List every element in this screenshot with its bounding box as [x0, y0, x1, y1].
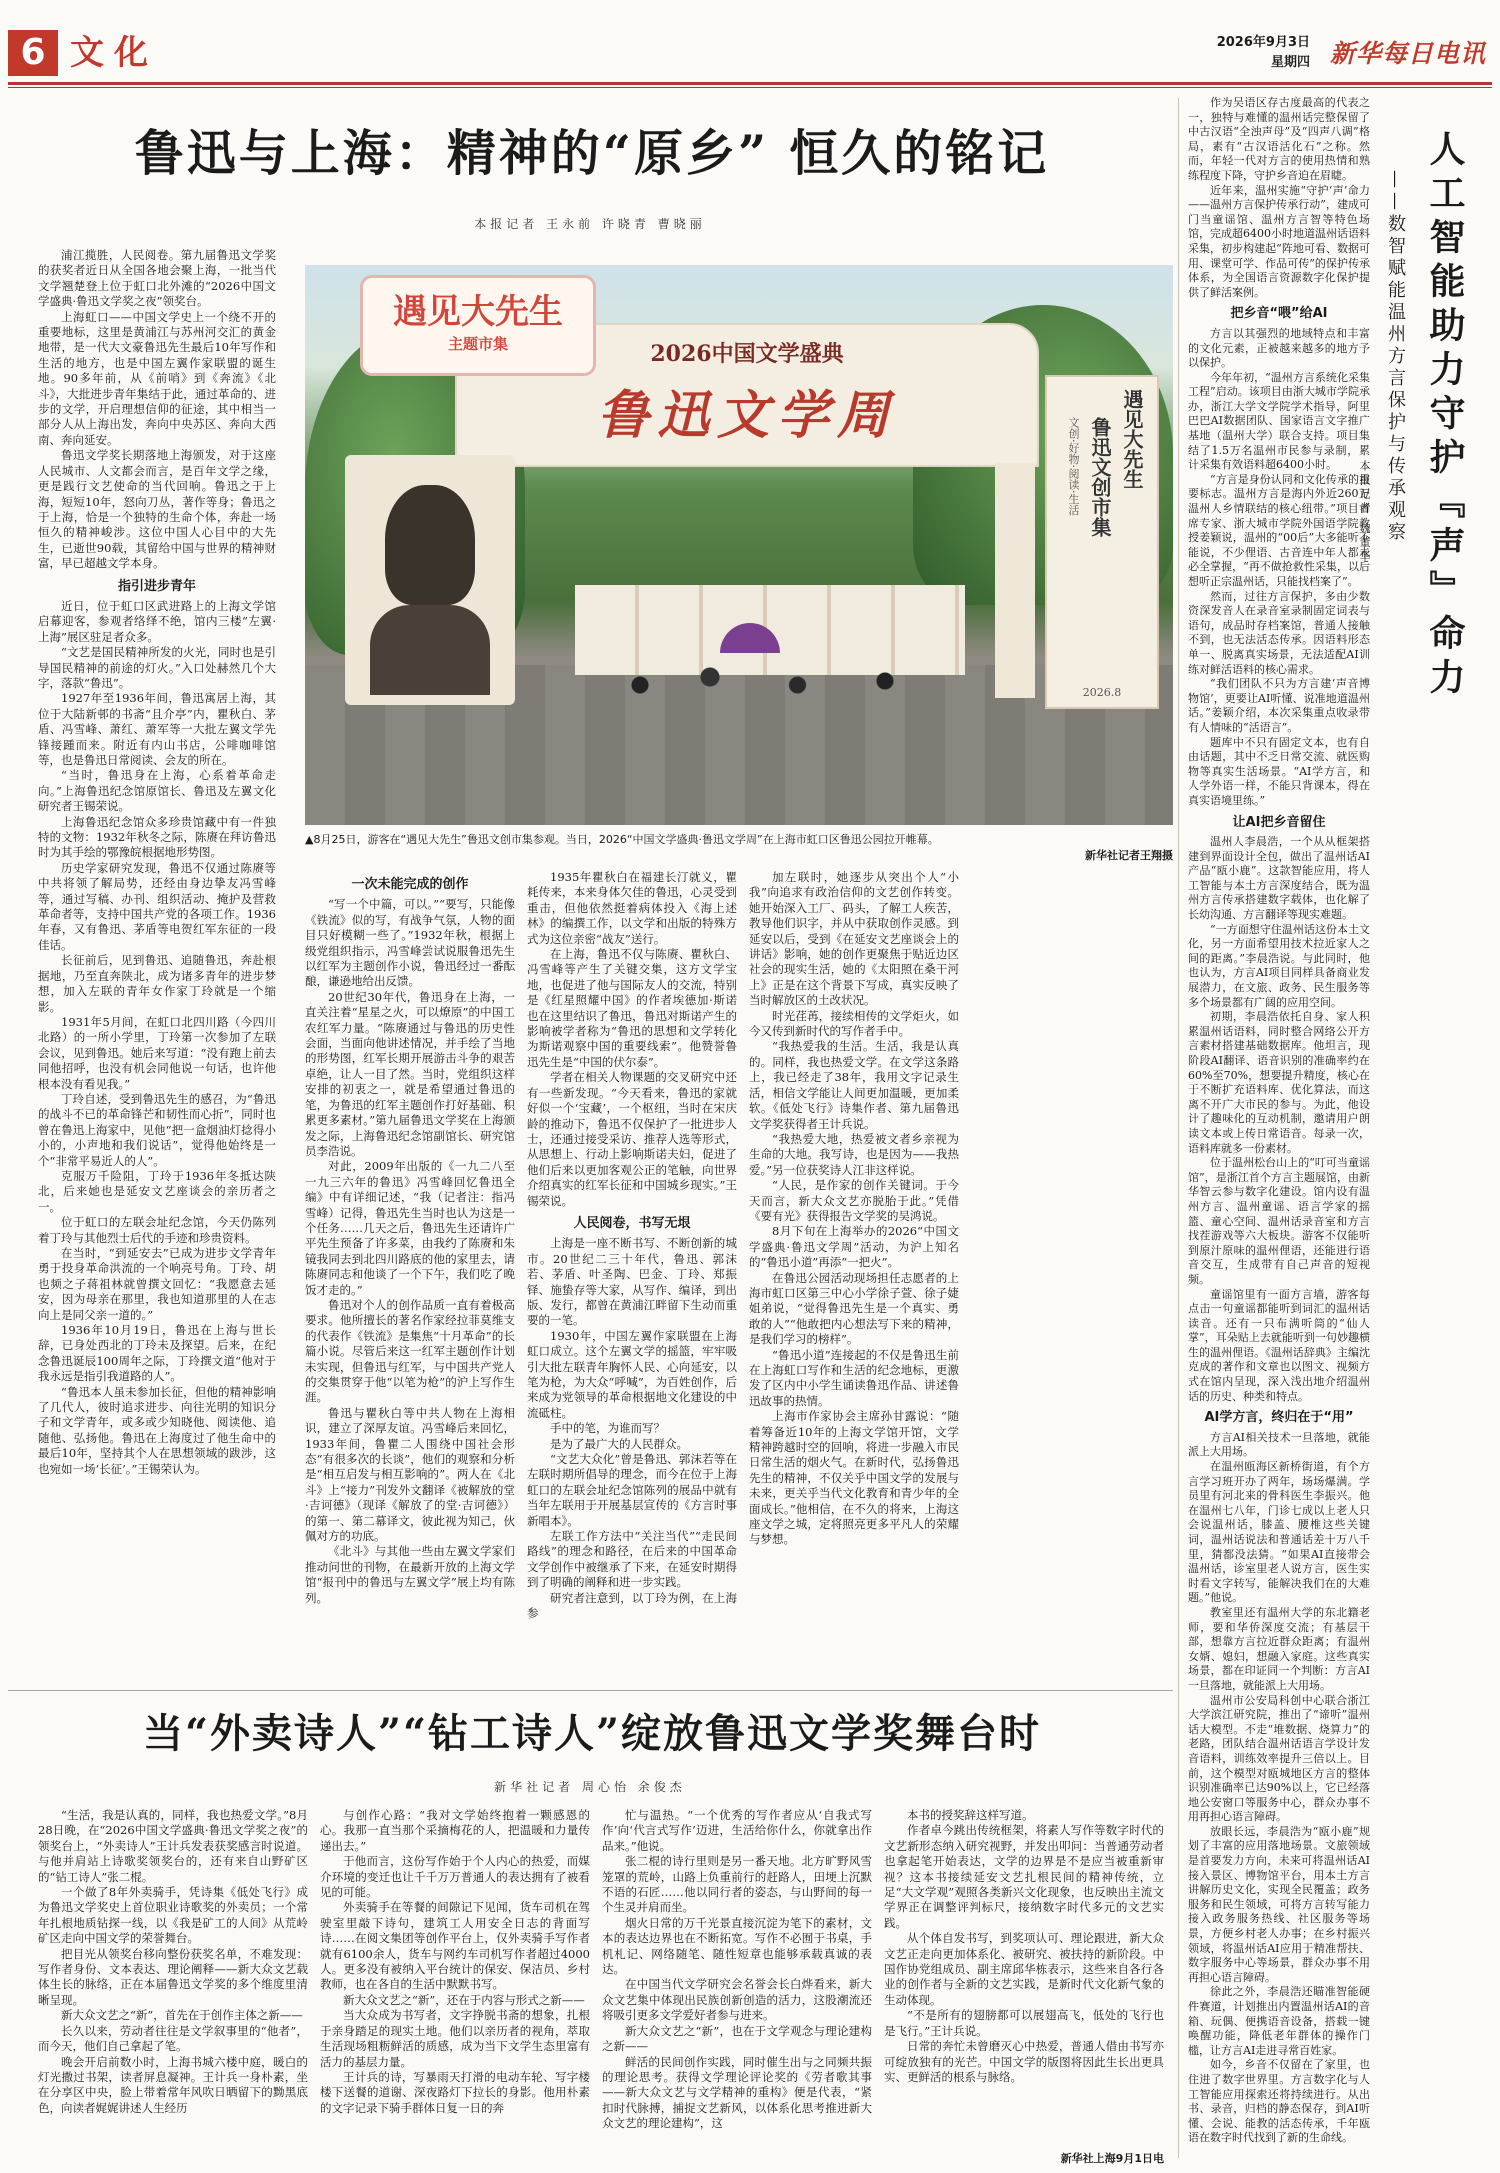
paragraph: 作者卓今跳出传统框架，将素人写作等数字时代的文艺新形态纳入研究视野，并发出叩问：当普通劳动者也拿起笔开始表达，文学的边界是不是应当被重新审视？这本书接续延安文艺扎根民间的精神传统，立足“大文学观”观照各类新兴文化现象，也反映出主流文学界正在调整评判标尺，接纳数字时代多元的文艺实践。 [884, 1823, 1164, 1930]
arch-title-small: 2026中国文学盛典 [650, 341, 844, 367]
paragraph: 于他而言，这份写作始于个人内心的热爱，而媒介环境的变迁也让千千万万普通人的表达拥有了被看见的可能。 [320, 1854, 590, 1900]
paragraph: “鲁迅本人虽未参加长征，但他的精神影响了几代人，彼时追求进步、向往光明的知识分子和文学青年，或多或少知晓他、阅读他、追随他、弘扬他。鲁迅在上海度过了他生命中的最后10年，坚持其个人在思想领域的跋涉，这也宛如一场‘长征’。”王锡荣认为。 [38, 1384, 276, 1476]
paragraph: 历史学家研究发现，鲁迅不仅通过陈赓等中共将领了解局势，还经由身边挚友冯雪峰等，通过写稿、办刊、组织活动、掩护及营救革命者等，支持中国共产党的各项工作。1936年春，又有鲁迅、茅盾等电贺红军东征的一段佳话。 [38, 860, 276, 952]
paragraph: 克服万千险阻，丁玲于1936年冬抵达陕北，后来她也是延安文艺座谈会的亲历者之一。 [38, 1168, 276, 1214]
paragraph: 手中的笔，为谁而写？ [550, 1421, 665, 1436]
paragraph: 温州市公安局科创中心联合浙江大学滨江研究院，推出了“谛听”温州话大模型。不走“堆数据、烧算力”的老路，团队结合温州话语言学设计发音语料，训练效率提升三倍以上。目前，这个模型对瓯城地区方言的整体识别准确率已达90%以上，它已经落地公安窗口等服务中心，群众办事不用再担心语言障碍。 [1188, 1693, 1370, 1824]
market-banner-sub: 主题市集 [447, 335, 508, 353]
paragraph: 在温州瓯海区新桥街道，有个方言学习班开办了两年，场场爆满。学员里有河北来的骨科医生李振兴。他在温州七八年，门诊七成以上老人只会说温州话，膝盖、腰椎这些关键词，温州话说法和普通话差十万八千里，猜都没法猜。“如果AI直接带会温州话，诊室里老人说方言，医生实时看文字转写，能解决我们在的大难题。”他说。 [1188, 1460, 1370, 1605]
side-panel-title-2: 鲁迅文创市集 [1088, 417, 1112, 537]
paragraph: 1935年瞿秋白在福建长汀就义，瞿耗传来，本来身体欠佳的鲁迅，心灵受到重击，但他依然挺着病体投入《海上述林》的编撰工作，以文学和出版的特殊方式为这位亲密“战友”送行。 [527, 870, 737, 946]
paragraph: 近年来，温州实施“守护‘声’命力——温州方言保护传承行动”，建成可门当童谣馆、温州方言智等特色场馆，完成超6400小时地道温州话语料采集，初步构建起“阵地可看、数据可用、课堂可学、作品可传”的保护传承体系，为全国语言资源数字化保护提供了鲜活案例。 [1188, 183, 1370, 299]
photo-caption: ▲8月25日，游客在“遇见大先生”鲁迅文创市集参观。当日，2026“中国文学盛典·鲁迅文学周”在上海市虹口区鲁迅公园拉开帷幕。 [305, 833, 939, 846]
paragraph: 是为了最广大的人民群众。 [550, 1436, 688, 1451]
bottom-col-1 [38, 1808, 308, 2168]
main-col-2 [305, 870, 515, 1675]
paragraph: 放眼长远，李晨浩为“瓯小鹿”规划了丰富的应用落地场景。文旅领域是首要发力方向，未来可将温州话AI接入景区、博物馆平台，用本土方言讲解历史文化，实现全民覆盖；政务服务和民生领域，可将方言转写能力接入政务服务热线、社区服务等场景，方便乡村老人办事；在乡村振兴领域，将温州话AI应用于精准帮扶、数字服务中心等场景，群众办事不用再担心语言障碍。 [1188, 1824, 1370, 1984]
paragraph: 如今，乡音不仅留在了家里，也住进了数字世界里。方言数字化与人工智能应用探索还将持续进行。从出书、录音，归档的静态保存，到AI听懂、会说、能教的活态传承，千年瓯语在数字时代找到了新的生命线。 [1188, 2058, 1370, 2145]
side-panel-title: 遇见大先生 [1120, 389, 1144, 489]
paragraph: 外卖骑手在等餐的间隙记下见闻，货车司机在驾驶室里敲下诗句，建筑工人用安全日志的背面写诗……在阅文集团等创作平台上，仅外卖骑手写作者就有6100余人，货车与网约车司机写作者超过4000人。更多没有被纳入平台统计的保安、保洁员、乡村教师，也在各自的生活中默默书写。 [320, 1900, 590, 1992]
luxun-portrait-board [345, 455, 515, 705]
arch-pillar-right [995, 463, 1035, 698]
paragraph: 温州人李晨浩，一个从从框架搭建到界面设计全包，做出了温州话AI产品“瓯小鹿”。这款智能应用，将人工智能与本土方言深度结合，既为温州方言传承搭建数字载体，也化解了长幼沟通、方言翻译等现实难题。 [1188, 835, 1370, 922]
paragraph: 然而，过往方言保护，多由少数资深发音人在录音室录制固定词表与语句，成品时存档案馆，普通人接触不到，也无法活态传承。因语料形态单一、脱离真实场景，无法适配AI训练对鲜活语料的核心需求。 [1188, 589, 1370, 676]
paragraph: 上海市作家协会主席孙甘露说：“随着筹备近10年的上海文学馆开馆，文学精神跨越时空的回响，将进一步融入市民日常生活的烟火气。在新时代，弘扬鲁迅先生的精神，不仅关乎中国文学的发展与未来，更关乎当代文化教育和青少年的全面成长。”他相信，在不久的将来，上海这座文学之城，定将照亮更多平凡人的荣耀与梦想。 [749, 1409, 959, 1547]
paragraph: 在中国当代文学研究会名誉会长白烨看来，新大众文艺集中体现出民族创新创造的活力，这股潮流还将吸引更多文学爱好者参与进来。 [602, 1977, 872, 2023]
paragraph: 从个体自发书写，到奖项认可、理论跟进，新大众文艺正走向更加体系化、被研究、被扶持的新阶段。中国作协党组成员、副主席邱华栋表示，这些来自各行各业的创作者与全新的文艺实践，是新时代文化新气象的生动体现。 [884, 1931, 1164, 2007]
paragraph: 加左联时，她逐步从突出个人“小我”向追求有政治信仰的文艺创作转变。她开始深入工厂、码头，了解工人疾苦，教导他们识字，并从中获取创作灵感。到延安以后，受到《在延安文艺座谈会上的讲话》影响，她的创作更聚焦于贴近边区社会的现实生活，她的《太阳照在桑干河上》正是在这个背景下写成，真实反映了当时解放区的土改状况。 [749, 870, 959, 1008]
paragraph: “我热爱我的生活。生活，我是认真的。同样，我也热爱文学。在文学这条路上，我已经走了38年，我用文字记录生活，相信文学能让人间更加温暖，更加柔软。《低处飞行》诗集作者、第九届鲁迅文学奖获得者王计兵说。 [749, 1039, 959, 1131]
subhead: 指引进步青年 [117, 578, 196, 594]
main-col-1 [38, 248, 276, 1678]
paragraph: 时光荏苒，接续相传的文学炬火，如今又传到新时代的写作者手中。 [749, 1008, 959, 1039]
paragraph: 当大众成为书写者，文字挣脱书斋的想象，扎根于亲身踏足的现实土地。他们以亲历者的视角，萃取生活现场粗粝鲜活的质感，成为当下文学生态里富有活力的基层力量。 [320, 2008, 590, 2069]
paragraph: 学者在相关人物课题的交叉研究中还有一些新发现。“今天看来，鲁迅的家就好似一个‘宝藏’，一个枢纽，当时在宋庆龄的推动下，鲁迅不仅保护了一批进步人士，还通过接受采访、推荐人选等形式，从思想上、行动上影响斯诺夫妇，促进了他们后来以更加客观公正的笔触，向世界介绍真实的红军长征和中国城乡现实。”王锡荣说。 [527, 1070, 737, 1208]
market-banner [360, 275, 596, 376]
header-rule-thin [8, 87, 1492, 88]
masthead-logo: 新华每日电讯 [1330, 39, 1487, 68]
paragraph: 鲁迅与瞿秋白等中共人物在上海相识，建立了深厚友谊。冯雪峰后来回忆，1933年间，鲁瞿二人围绕中国社会形态“有很多次的长谈”，他们的观察和分析是“相互启发与相互影响的”。两人在《北斗》上“接力”刊发外文翻译《被解放的堂·吉诃德》（现译《解放了的堂·吉诃德》）的第一、第二幕译文，彼此视为知己，伙佩对方的功底。 [305, 1405, 515, 1544]
paragraph: 晚会开启前数小时，上海书城六楼中庭，暖白的灯光撒过书架，读者屏息凝神。王计兵一身朴素，坐在分享区中央，脸上带着常年风吹日晒留下的黝黑底色，向读者娓娓讲述人生经历 [38, 2054, 308, 2115]
paragraph: 在鲁迅公园活动现场担任志愿者的上海市虹口区第三中心小学徐子萱、徐子婕姐弟说，“觉得鲁迅先生是一个真实、勇敢的人”“他敢把内心想法写下来的精神，是我们学习的榜样”。 [749, 1270, 959, 1347]
column-divider [1178, 98, 1179, 2158]
paragraph: 上海鲁迅纪念馆众多珍贵馆藏中有一件独特的文物：1932年秋冬之际，陈赓在拜访鲁迅时为其手绘的鄂豫皖根据地形势图。 [38, 814, 276, 860]
luxun-portrait-icon [385, 485, 475, 605]
paragraph: “人民，是作家的创作关键词。于今天而言，新大众文艺亦脱胎于此。”凭借《要有光》获得报告文学奖的吴鸿说。 [749, 1178, 959, 1223]
paragraph: 近日，位于虹口区武进路上的上海文学馆启幕迎客，参观者络绎不绝，馆内三楼“左翼·上海”展区驻足者众多。 [38, 598, 276, 644]
paragraph: “生活，我是认真的，同样，我也热爱文学。”8月28日晚，在“2026中国文学盛典·鲁迅文学奖之夜”的领奖台上，“外卖诗人”王计兵发表获奖感言时说道。与他并肩站上诗歌奖领奖台的，还有来自山野矿区的“钻工诗人”张二棍。 [38, 1808, 308, 1884]
paragraph: 鲜活的民间创作实践，同时催生出与之同频共振的理论思考。获得文学理论评论奖的《劳者歌其事——新大众文艺与文学精神的重构》便是代表，“紧扣时代脉搏，捕捉文艺新风，以体系化思考推进新大众文艺的理论建构”，这 [602, 2054, 872, 2131]
paragraph: 把目光从领奖台移向整份获奖名单，不难发现：写作者身份、文本表达、理论阐释——新大众文艺载体生长的脉络，正在本届鲁迅文学奖的多个维度里清晰呈现。 [38, 1946, 308, 2007]
paragraph: 丁玲自述，受到鲁迅先生的感召，为“鲁迅的战斗不已的革命锋芒和韧性而心折”，同时也曾在鲁迅上海家中，见他“把一盒烟油灯捻得小小的，小声地和我们说话”，觉得他始终是一个“非常平易近人的人”。 [38, 1091, 276, 1168]
bottom-col-3 [602, 1808, 872, 2168]
paragraph: 张二棍的诗行里则是另一番天地。北方旷野风雪笼罩的荒岭，山路上负重前行的赶路人，田埂上沉默不语的石匠……他以同行者的姿态，与山野间的每一个生灵并肩而坐。 [602, 1854, 872, 1915]
paragraph: 在当时，“到延安去”已成为进步文学青年勇于投身革命洪流的一个响亮号角。丁玲、胡也频之子蒋祖林就曾撰文回忆：“我愿意去延安，因为母亲在那里，我也知道那里的人在志向上是同父亲一道的。” [38, 1246, 276, 1322]
paragraph: 教室里还有温州大学的东北籍老师，要和华侨深度交流；有基层干部，想靠方言拉近群众距离；有温州女婿、媳妇，想融入家庭。这些真实场景，都在印证同一个判断：方言AI一旦落地，就能派上大用场。 [1188, 1605, 1370, 1692]
issue-weekday: 星期四 [1270, 55, 1310, 70]
paragraph: 20世纪30年代，鲁迅身在上海，一直关注着“星星之火，可以燎原”的中国工农红军力量。“陈赓通过与鲁迅的历史性会面，当面向他讲述情况，并手绘了当地的形势图，红军长期开展游击斗争的艰苦卓绝，让人一目了然。当时，党组织这样安排的初衷之一，就是希望通过鲁迅的笔，为鲁迅的红军主题创作打好基础、积累更多素材。”第九届鲁迅文学奖在上海颁发之际，上海鲁迅纪念馆副馆长、研究馆员李浩说。 [305, 989, 515, 1158]
subhead: 一次未能完成的创作 [351, 877, 469, 892]
main-col-3 [527, 870, 737, 1675]
side-panel-footer: 2026.8 [1082, 686, 1122, 699]
paragraph: 新大众文艺之“新”，首先在于创作主体之新—— [61, 2008, 303, 2023]
side-subtitle: ——数智赋能温州方言保护与传承观察 [1385, 170, 1406, 544]
paragraph: 1927年至1936年间，鲁迅寓居上海，其位于大陆新邨的书斋“且介亭”内，瞿秋白、茅盾、冯雪峰、萧红、萧军等一大批左翼文学先锋接踵而来。附近有内山书店，公啡咖啡馆等，也是鲁迅日常阅读、会友的所在。 [38, 691, 276, 767]
paragraph: “我热爱大地，热爱被文者乡亲视为生命的大地。我写诗，也是因为——我热爱。”另一位获奖诗人江非这样说。 [749, 1131, 959, 1177]
market-banner-title: 遇见大先生 [393, 292, 563, 332]
photo-credit: 新华社记者王翔摄 [1085, 849, 1173, 862]
paragraph: 浦江揽胜，人民阅卷。第九届鲁迅文学奖的获奖者近日从全国各地会聚上海，一批当代文学翘楚登上位于虹口北外滩的“2026中国文学盛典·鲁迅文学奖之夜”领奖台。 [38, 248, 276, 309]
side-panel-tagline: 文创·好物·阅读·生活 [1067, 417, 1080, 516]
paragraph: 对此，2009年出版的《一九二八至一九三六年的鲁迅》冯雪峰回忆鲁迅全编》中有详细记述，“我（记者注：指冯雪峰）记得，鲁迅先生当时也认为这是一个任务……几天之后，鲁迅先生还请许广平先生预备了许多菜，由我约了陈赓和朱镜我同去到北四川路底的他的家里去，请陈赓同志和他谈了一个下午，我们吃了晚饭才走的。” [305, 1159, 515, 1297]
paragraph: 左联工作方法中“关注当代”“走民间路线”的理念和路径，在后来的中国革命文学创作中被继承了下来，在延安时期得到了明确的阐释和进一步实践。 [527, 1529, 737, 1590]
paragraph: 新大众文艺之“新”，还在于内容与形式之新—— [343, 1992, 585, 2007]
paragraph: 题库中不只有固定文本，也有自由话题，其中不乏日常交流、就医购物等真实生活场景。“AI学方言，和人学外语一样，不能只背课本，得在真实语境里练。” [1188, 735, 1370, 807]
paragraph: 1936年10月19日，鲁迅在上海与世长辞，已身处西北的丁玲未及探望。后来，在纪念鲁迅诞辰100周年之际，丁玲撰文道“他对于我永远是指引我道路的人”。 [38, 1323, 276, 1384]
paragraph: 王计兵的诗，写暴雨天打滑的电动车轮、写字楼楼下送餐的道谢、深夜路灯下拉长的身影。他用朴素的文字记录下骑手群体日复一日的奔 [320, 2069, 590, 2115]
paragraph: 《北斗》与其他一些由左翼文学家们推动问世的刊物，在最新开放的上海文学馆“报刊中的鲁迅与左翼文学”展上均有陈列。 [305, 1544, 515, 1605]
subhead: AI学方言，终归在于“用” [1204, 1410, 1354, 1426]
paragraph: “写一个中篇，可以。”“要写，只能像《铁流》似的写，有战争气氛，人物的面目只好模糊一些了。”1932年秋，根据上级党组织指示，冯雪峰尝试说服鲁迅先生以红军为主题创作小说，鲁迅经过一番酝酿，谦逊地给出反馈。 [305, 897, 515, 989]
paragraph: 新大众文艺之“新”，也在于文学观念与理论建构之新—— [602, 2023, 872, 2054]
subhead: 让AI把乡音留住 [1232, 814, 1326, 830]
bottom-col-4 [884, 1808, 1164, 2148]
paragraph: 上海虹口——中国文学史上一个绕不开的重要地标，这里是黄浦江与苏州河交汇的黄金地带，是一代大文豪鲁迅先生最后10年写作和生活的地方，也是中国左翼作家联盟的诞生地。90多年前，从《前哨》到《奔流》《北斗》，大批进步青年集结于此，通过革命的、进步的文学，开启理想信仰的征途，其中相当一部分人从上海出发，奔向中央苏区、奔向大西南、奔向延安。 [38, 309, 276, 447]
paragraph: “鲁迅小道”连接起的不仅是鲁迅生前在上海虹口写作和生活的纪念地标，更激发了区内中小学生诵读鲁迅作品、讲述鲁迅故事的热情。 [749, 1347, 959, 1408]
issue-date: 2026年9月3日 [1216, 35, 1310, 50]
visitors [605, 645, 955, 725]
arch-title-large: 鲁迅文学周 [596, 385, 897, 446]
bottom-dateline: 新华社上海9月1日电 [1060, 2152, 1164, 2165]
paragraph: 研究者注意到，以丁玲为例，在上海参 [527, 1590, 737, 1621]
paragraph: “我们团队不只为方言建‘声音博物馆’，更要让AI听懂、说准地道温州话。”姜颖介绍，本次采集重点收录带有人情味的“活语言”。 [1188, 677, 1370, 734]
market-side-panel [1045, 375, 1159, 709]
header-rule [8, 82, 1492, 85]
paragraph: 烟火日常的万千光景直接沉淀为笔下的素材，文本的表达边界也在不断拓宽。写作不必囿于书桌，手机札记、网络随笔、随性短章也能够承载真诚的表达。 [602, 1915, 872, 1977]
paragraph: 与创作心路：“我对文学始终抱着一颗感恩的心。我那一直当那个采摘梅花的人，把温暖和力量传递出去。” [320, 1808, 590, 1853]
main-photo [305, 265, 1173, 825]
subhead: 人民阅卷，书写无垠 [573, 1215, 691, 1231]
paragraph: 一个做了8年外卖骑手，凭诗集《低处飞行》成为鲁迅文学奖史上首位职业诗歌奖的外卖员；一个常年扎根地质钻探一线，以《我是矿工的人间》从荒岭矿区走向中国文学的荣誉舞台。 [38, 1885, 308, 1946]
paragraph: “一方面想守住温州话这份本土文化，另一方面希望用技术拉近家人之间的距离。”李晨浩说。与此同时，他也认为，方言AI项目同样具备商业发展潜力，在文旅、政务、民生服务等多个场景都有广阔的应用空间。 [1188, 922, 1370, 1009]
paragraph: “不是所有的翅膀都可以展翅高飞，低处的飞行也是飞行。”王计兵说。 [884, 2008, 1164, 2038]
paragraph: 8月下旬在上海举办的2026“中国文学盛典·鲁迅文学周”活动，为沪上知名的“鲁迅小道”再添“一把火”。 [749, 1224, 959, 1270]
paragraph: 忙与温热。“一个优秀的写作者应从‘自我式写作’向‘代言式写作’迈进，生活给你什么，你就拿出作品来。”他说。 [602, 1808, 872, 1853]
paragraph: “文艺大众化”曾是鲁迅、郭沫若等在左联时期所倡导的理念，而今在位于上海虹口的左联会址纪念馆陈列的展品中就有当年左联用于开展基层宣传的《方言时事新唱本》。 [527, 1452, 737, 1528]
paragraph: 上海是一座不断书写、不断创新的城市。20世纪二三十年代，鲁迅、郭沫若、茅盾、叶圣陶、巴金、丁玲、郑振铎、施蛰存等大家，从写作、编译，到出版、发行，都曾在黄浦江畔留下生动而重要的一笔。 [527, 1236, 737, 1328]
side-headline: 人工智能助力守护『声』命力 [1424, 130, 1466, 702]
paragraph: 位于虹口的左联会址纪念馆，今天仍陈列着丁玲与其他烈士后代的手迹和珍贵资料。 [38, 1215, 276, 1245]
paragraph: 1931年5月间，在虹口北四川路（今四川北路）的一所小学里，丁玲第一次参加了左联会议，见到鲁迅。她后来写道：“没有跑上前去同他招呼，也没有机会同他说一句话，也许他根本没有看见我。” [38, 1014, 276, 1091]
side-byline: 本报记者 魏董华 [1358, 460, 1371, 565]
paragraph: 位于温州松台山上的“叮可当童谣馆”，是浙江首个方言主题展馆，由新华智云参与数字化建设。馆内设有温州方言、温州童谣、语言学家的摇篮、童心空间、温州话录音室和方言找茬游戏等六大板块。游客不仅能听到原汁原味的温州俚语，还能进行语音交互，生成带有自己声音的短视频。 [1188, 1156, 1370, 1286]
bottom-byline: 新华社记者 周心怡 余俊杰 [494, 1780, 686, 1794]
page-number-badge: 6 [8, 30, 58, 76]
main-byline: 本报记者 王永前 许晓青 曹晓丽 [474, 217, 706, 231]
paragraph: 1930年，中国左翼作家联盟在上海虹口成立。这个左翼文学的摇篮，牢牢吸引大批左联青年胸怀人民、心向延安，以笔为枪，为大众“呼喊”，为百姓创作，后来成为党领导的革命根据地文化建设的中流砥柱。 [527, 1328, 737, 1420]
paragraph: “文艺是国民精神所发的火光，同时也是引导国民精神的前途的灯火。”入口处赫然几个大字，落款“鲁迅”。 [38, 645, 276, 690]
main-col-4 [749, 870, 959, 1675]
bottom-section-rule [8, 1690, 1173, 1691]
paragraph: 鲁迅文学奖长期落地上海颁发，对于这座人民城市、人文都会而言，是百年文学之缘，更是践行文艺使命的当代回响。鲁迅之于上海，短短10年，怒向刀丛，著作等身；鲁迅之于上海，恰是一个独特的生命个体，奔赴一场恒久的精神峻涉。这位中国人心目中的大先生，已逝世90载，其留给中国与世界的精神财富，早已超越文学本身。 [38, 448, 276, 571]
paragraph: 在上海，鲁迅不仅与陈赓、瞿秋白、冯雪峰等产生了关键交集，这方文学宝地，也促进了他与国际友人的交流，特别是《红星照耀中国》的作者埃德加·斯诺也在这里结识了鲁迅，鲁迅对斯诺产生的影响被学者称为“鲁迅的思想和文学转化为斯诺观察中国的重要线索”。他赞誉鲁迅先生是“中国的伏尔泰”。 [527, 947, 737, 1069]
paragraph: “当时，鲁迅身在上海，心系着革命走向。”上海鲁迅纪念馆原馆长、鲁迅及左翼文化研究者王锡荣说。 [38, 768, 276, 814]
bottom-col-2 [320, 1808, 590, 2168]
paragraph: 作为吴语区存古度最高的代表之一，独特与难懂的温州话完整保留了中古汉语“全浊声母”及“四声八调”格局，素有“古汉语活化石”之称。然而，年轻一代对方言的使用热情和熟练程度下降，守护乡音迫在眉睫。 [1188, 96, 1370, 182]
paragraph: 方言以其强烈的地域特点和丰富的文化元素，正被越来越多的地方予以保护。 [1188, 326, 1370, 370]
paragraph: “方言是身份认同和文化传承的重要标志。温州方言是海内外近260万温州人乡情联结的核心纽带。”项目首席专家、浙大城市学院外国语学院教授姜颖说，温州的“00后”大多能听不能说，不少俚语、古音连中年人都未必全掌握，“再不做抢救性采集，以后想听正宗温州话，只能找档案了”。 [1188, 472, 1370, 588]
paragraph: 初期，李晨浩依托自身、家人积累温州话语料，同时整合网络公开方言素材搭建基础数据库。他坦言，现阶段AI翻译、语音识别的准确率约在60%至70%，想要提升精度，核心在于不断扩充语料库、优化算法，而这离不开广大市民的参与。为此，他设计了趣味化的互动机制，邀请用户朗读文本或上传日常语音。每录一次，语料库就多一份素材。 [1188, 1010, 1370, 1155]
main-headline: 鲁迅与上海：精神的“原乡” 恒久的铭记 [134, 124, 1050, 182]
side-col-1 [1188, 96, 1370, 2145]
section-title: 文化 [70, 33, 158, 73]
subhead: 把乡音“喂”给AI [1230, 306, 1328, 322]
paragraph: 方言AI相关技术一旦落地，就能派上大用场。 [1188, 1430, 1370, 1459]
paragraph: 长征前后，见到鲁迅、追随鲁迅，奔赴根据地，乃至直奔陕北，成为诸多青年的进步梦想，加入左联的青年女作家丁玲就是一个缩影。 [38, 953, 276, 1014]
paragraph: 长久以来，劳动者往往是文学叙事里的“他者”，而今天，他们自己拿起了笔。 [38, 2023, 308, 2054]
bottom-headline: 当“外卖诗人”“钻工诗人”绽放鲁迅文学奖舞台时 [142, 1710, 1042, 1757]
paragraph: 日常的奔忙未曾磨灭心中热爱，普通人借由书写亦可绽放独有的光芒。中国文学的版图将因此生长出更具实、更鲜活的根系与脉络。 [884, 2039, 1164, 2084]
paragraph: 童谣馆里有一面方言墙，游客每点击一句童谣都能听到词汇的温州话读音。还有一只布满听筒的“仙人掌”，耳朵贴上去就能听到一句妙趣横生的温州俚语。《温州话辞典》主编沈克成的著作和文章也以图文、视频方式在馆内呈现，深入浅出地介绍温州话的历史、种类和特点。 [1188, 1287, 1370, 1403]
paragraph: 本书的授奖辞这样写道。 [907, 1808, 1034, 1822]
paragraph: 徐此之外，李晨浩还瞄准智能硬件赛道，计划推出内置温州话AI的音箱、玩偶、便携语音设备，搭载一键唤醒功能，降低老年群体的操作门槛，让方言AI走进寻常百姓家。 [1188, 1985, 1370, 2057]
paragraph: 鲁迅对个人的创作品质一直有着极高要求。他所擅长的著名作家经拉菲莫维支的代表作《铁流》是集焦“十月革命”的长篇小说。尽管后来这一红军主题创作计划未实现，但鲁迅与红军，与中国共产党人的交集贯穿于他“以笔为枪”的沪上写作生涯。 [305, 1297, 515, 1405]
paragraph: 今年年初，“温州方言系统化采集工程”启动。该项目由浙大城市学院承办，浙江大学文学院学术指导，阿里巴巴AI数据团队、国家语言文字推广基地（温州大学）联合支持。项目集结了1.5万名温州市民参与录制，累计采集有效语料超6400小时。 [1188, 370, 1370, 472]
